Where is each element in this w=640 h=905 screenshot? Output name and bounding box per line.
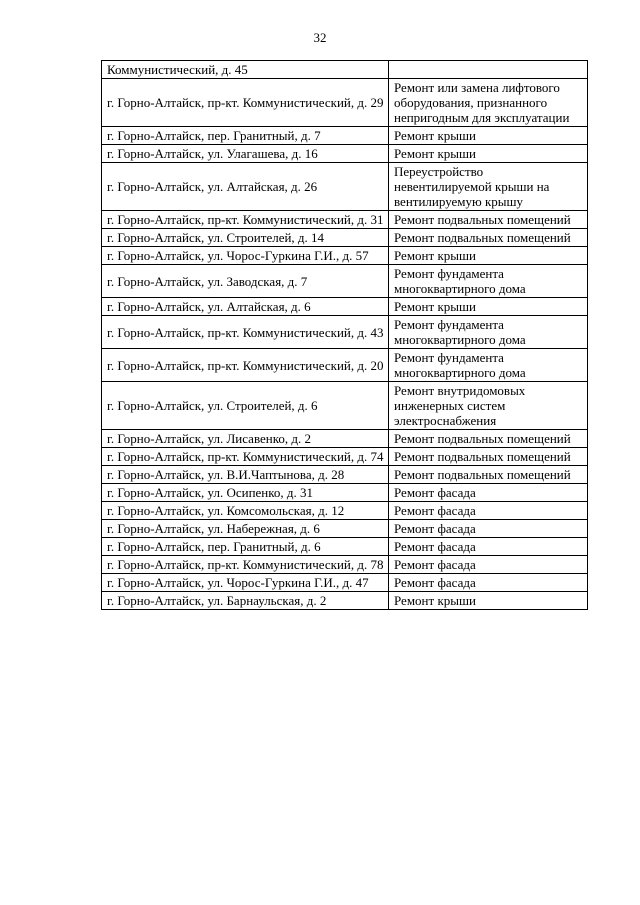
work-cell: Ремонт фасада xyxy=(389,556,588,574)
table-row xyxy=(102,520,588,538)
table-row xyxy=(102,247,588,265)
table-row xyxy=(102,556,588,574)
table-row xyxy=(102,127,588,145)
address-cell: г. Горно-Алтайск, ул. Алтайская, д. 26 xyxy=(102,163,389,211)
table-row xyxy=(102,211,588,229)
address-cell: г. Горно-Алтайск, пр-кт. Коммунистический, д. 20 xyxy=(102,349,389,382)
address-cell: г. Горно-Алтайск, ул. Осипенко, д. 31 xyxy=(102,484,389,502)
table-row xyxy=(102,163,588,211)
work-cell: Ремонт фундамента многоквартирного дома xyxy=(389,349,588,382)
table-row xyxy=(102,316,588,349)
work-cell: Ремонт подвальных помещений xyxy=(389,211,588,229)
table-row xyxy=(102,79,588,127)
table-row xyxy=(102,538,588,556)
work-cell: Ремонт крыши xyxy=(389,127,588,145)
address-cell: г. Горно-Алтайск, ул. Барнаульская, д. 2 xyxy=(102,592,389,610)
address-cell: г. Горно-Алтайск, ул. Строителей, д. 6 xyxy=(102,382,389,430)
table-row xyxy=(102,265,588,298)
work-cell: Ремонт фасада xyxy=(389,520,588,538)
table-row xyxy=(102,592,588,610)
table-body xyxy=(102,61,588,610)
address-cell: г. Горно-Алтайск, пр-кт. Коммунистический, д. 78 xyxy=(102,556,389,574)
address-cell: г. Горно-Алтайск, ул. Чорос-Гуркина Г.И., д. 57 xyxy=(102,247,389,265)
work-cell: Ремонт крыши xyxy=(389,145,588,163)
work-cell: Ремонт фундамента многоквартирного дома xyxy=(389,316,588,349)
table-row xyxy=(102,502,588,520)
address-cell: г. Горно-Алтайск, ул. Чорос-Гуркина Г.И., д. 47 xyxy=(102,574,389,592)
address-cell: г. Горно-Алтайск, пр-кт. Коммунистический, д. 31 xyxy=(102,211,389,229)
address-cell: г. Горно-Алтайск, ул. Набережная, д. 6 xyxy=(102,520,389,538)
page-number: 32 xyxy=(313,30,327,45)
work-cell: Ремонт подвальных помещений xyxy=(389,466,588,484)
table-row xyxy=(102,298,588,316)
table-row xyxy=(102,484,588,502)
work-cell: Ремонт крыши xyxy=(389,247,588,265)
work-cell: Ремонт или замена лифтового оборудования, признанного непригодным для эксплуатации xyxy=(389,79,588,127)
address-cell: г. Горно-Алтайск, пер. Гранитный, д. 6 xyxy=(102,538,389,556)
table-row xyxy=(102,382,588,430)
address-cell: г. Горно-Алтайск, пр-кт. Коммунистический, д. 74 xyxy=(102,448,389,466)
work-cell: Ремонт фасада xyxy=(389,538,588,556)
address-cell: г. Горно-Алтайск, ул. Заводская, д. 7 xyxy=(102,265,389,298)
address-cell: г. Горно-Алтайск, ул. Строителей, д. 14 xyxy=(102,229,389,247)
address-cell: г. Горно-Алтайск, ул. Улагашева, д. 16 xyxy=(102,145,389,163)
address-cell: г. Горно-Алтайск, ул. В.И.Чаптынова, д. 28 xyxy=(102,466,389,484)
work-cell: Ремонт подвальных помещений xyxy=(389,430,588,448)
address-cell: г. Горно-Алтайск, пер. Гранитный, д. 7 xyxy=(102,127,389,145)
address-cell: г. Горно-Алтайск, пр-кт. Коммунистический, д. 43 xyxy=(102,316,389,349)
repair-table xyxy=(101,60,588,610)
work-cell: Ремонт крыши xyxy=(389,298,588,316)
table-row xyxy=(102,229,588,247)
address-cell: Коммунистический, д. 45 xyxy=(102,61,389,79)
work-cell: Ремонт фасада xyxy=(389,502,588,520)
table-row xyxy=(102,574,588,592)
table-row xyxy=(102,349,588,382)
table-row xyxy=(102,61,588,79)
address-cell: г. Горно-Алтайск, пр-кт. Коммунистический, д. 29 xyxy=(102,79,389,127)
work-cell: Ремонт крыши xyxy=(389,592,588,610)
table-row xyxy=(102,466,588,484)
work-cell: Ремонт фасада xyxy=(389,484,588,502)
work-cell: Ремонт внутридомовых инженерных систем электроснабжения xyxy=(389,382,588,430)
table-row xyxy=(102,145,588,163)
work-cell: Ремонт фундамента многоквартирного дома xyxy=(389,265,588,298)
work-cell: Ремонт подвальных помещений xyxy=(389,448,588,466)
work-cell: Ремонт фасада xyxy=(389,574,588,592)
address-cell: г. Горно-Алтайск, ул. Комсомольская, д. 12 xyxy=(102,502,389,520)
work-cell: Переустройство невентилируемой крыши на вентилируемую крышу xyxy=(389,163,588,211)
address-cell: г. Горно-Алтайск, ул. Лисавенко, д. 2 xyxy=(102,430,389,448)
table-row xyxy=(102,448,588,466)
work-cell: Ремонт подвальных помещений xyxy=(389,229,588,247)
address-cell: г. Горно-Алтайск, ул. Алтайская, д. 6 xyxy=(102,298,389,316)
work-cell xyxy=(389,61,588,79)
table-row xyxy=(102,430,588,448)
